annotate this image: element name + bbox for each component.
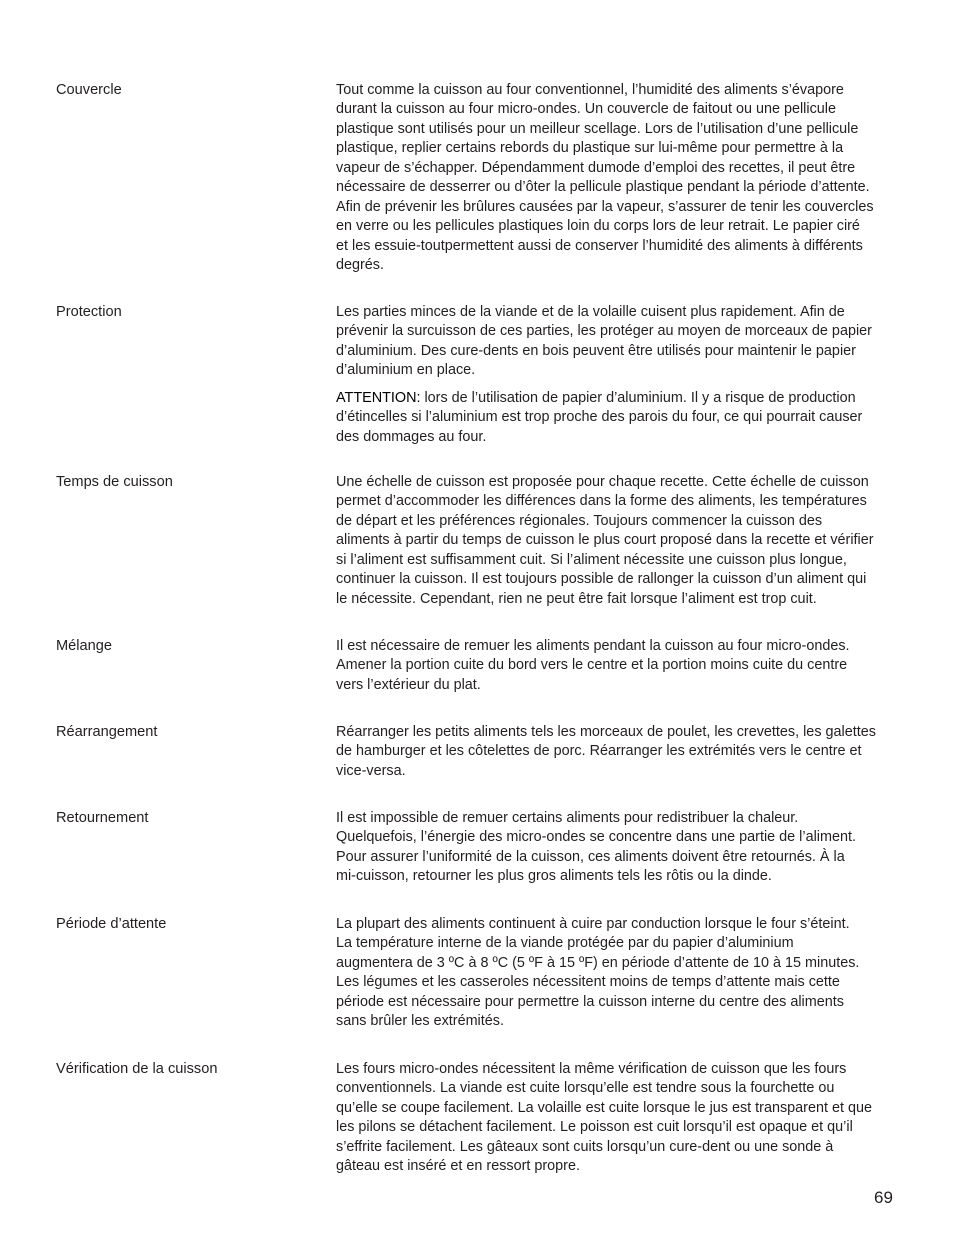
section-term: Réarrangement (56, 724, 158, 740)
section-body (336, 81, 902, 276)
paragraph (336, 303, 902, 381)
section-body (336, 303, 902, 447)
text-line: d’aluminium. Des cure-dents en bois peuvent être utilisés pour maintenir le papier (336, 342, 856, 359)
paragraph (336, 915, 902, 1032)
text-line: s’effrite facilement. Les gâteaux sont cuits lorsqu’un cure-dent ou une sonde à (336, 1138, 834, 1155)
text-line: Réarranger les petits aliments tels les morceaux de poulet, les crevettes, les galettes (336, 724, 876, 740)
section-body (336, 723, 902, 781)
text-line: Amener la portion cuite du bord vers le centre et la portion moins cuite du centre (336, 657, 848, 674)
text-line: d’aluminium en place. (336, 362, 476, 379)
text-line: aliments à partir du temps de cuisson le plus court proposé dans la recette et vérifier (336, 532, 874, 549)
text-line: Pour assurer l’uniformité de la cuisson, ces aliments doivent être retournés. À la (336, 848, 845, 865)
text-line: si l’aliment est suffisamment cuit. Si l’aliment nécessite une cuisson plus longue, (336, 551, 847, 568)
text-line: de hamburger et les côtelettes de porc. Réarranger les extrémités vers le centre et (336, 743, 862, 760)
paragraph (336, 81, 902, 276)
attention-label: ATTENTION: (336, 389, 421, 406)
section-body (336, 809, 902, 887)
text-line: Les fours micro-ondes nécessitent la même vérification de cuisson que les fours (336, 1061, 847, 1077)
paragraph (336, 809, 902, 887)
section-term: Retournement (56, 810, 149, 826)
section-body (336, 637, 902, 695)
text-line: mi-cuisson, retourner les plus gros aliments tels les rôtis ou la dinde. (336, 868, 772, 885)
text-line: le nécessite. Cependant, rien ne peut être fait lorsque l’aliment est trop cuit. (336, 590, 817, 607)
attention-paragraph (336, 389, 902, 447)
text-line: en verre ou les pellicules plastiques loin du corps lors de leur retrait. Le papier ciré (336, 218, 860, 235)
text-line: Les parties minces de la viande et de la volaille cuisent plus rapidement. Afin de (336, 304, 845, 320)
paragraph (336, 473, 902, 609)
text-line: sans brûler les extrémités. (336, 1013, 504, 1030)
text-line: augmentera de 3 ºC à 8 ºC (5 ºF à 15 ºF) en période d’attente de 10 à 15 minutes. (336, 954, 860, 971)
text-line: continuer la cuisson. Il est toujours possible de rallonger la cuisson d’un aliment qui (336, 571, 867, 588)
text-line: conventionnels. La viande est cuite lorsqu’elle est tendre sous la fourchette ou (336, 1080, 835, 1097)
text-line: vers l’extérieur du plat. (336, 676, 481, 693)
section-body (336, 1060, 902, 1177)
text-line: plastique, replier certains rebords du plastique sur lui-même pour permettre à la (336, 140, 844, 157)
text-line: Afin de prévenir les brûlures causées par la vapeur, s’assurer de tenir les couvercles (336, 198, 874, 215)
text-line: prévenir la surcuisson de ces parties, les protéger au moyen de morceaux de papier (336, 323, 872, 340)
section-term: Vérification de la cuisson (56, 1061, 218, 1077)
text-line: La plupart des aliments continuent à cuire par conduction lorsque le four s’éteint. (336, 916, 850, 932)
text-line: nécessaire de desserrer ou d’ôter la pellicule plastique pendant la période d’attente. (336, 179, 870, 196)
text-line: gâteau est inséré et en ressort propre. (336, 1158, 580, 1175)
paragraph (336, 637, 902, 695)
text-line: vapeur de s’échapper. Dépendamment dumode d’emploi des recettes, il peut être (336, 159, 856, 176)
text-line: et les essuie-toutpermettent aussi de conserver l’humidité des aliments à différents (336, 237, 863, 254)
attention-text: lors de l’utilisation de papier d’aluminium. Il y a risque de production (420, 389, 856, 406)
text-line: d’étincelles si l’aluminium est trop proche des parois du four, ce qui pourrait causer (336, 409, 863, 426)
section-term: Protection (56, 304, 122, 320)
section-term: Mélange (56, 638, 112, 654)
section-term: Période d’attente (56, 916, 167, 932)
section-term: Couvercle (56, 82, 122, 98)
text-line: Tout comme la cuisson au four conventionnel, l’humidité des aliments s’évapore (336, 82, 844, 98)
text-line: La température interne de la viande protégée par du papier d’aluminium (336, 935, 794, 952)
text-line: qu’elle se coupe facilement. La volaille est cuite lorsque le jus est transparent et que (336, 1099, 872, 1116)
text-line: de départ et les préférences régionales. Toujours commencer la cuisson des (336, 512, 823, 529)
text-line: vice-versa. (336, 762, 406, 779)
text-line: les pilons se détachent facilement. Le poisson est cuit lorsqu’il est opaque et qu’il (336, 1119, 853, 1136)
page-number: 69 (874, 1188, 893, 1207)
text-line: des dommages au four. (336, 428, 487, 445)
section-body (336, 473, 902, 609)
text-line: Il est impossible de remuer certains aliments pour redistribuer la chaleur. (336, 810, 799, 826)
text-line: Il est nécessaire de remuer les aliments pendant la cuisson au four micro-ondes. (336, 638, 850, 654)
text-line: Quelquefois, l’énergie des micro-ondes se concentre dans une partie de l’aliment. (336, 829, 856, 846)
text-line: permet d’accommoder les différences dans la forme des aliments, les températures (336, 493, 867, 510)
text-line: période est nécessaire pour permettre la cuisson interne du centre des aliments (336, 993, 844, 1010)
section-body (336, 915, 902, 1032)
text-line: Les légumes et les casseroles nécessitent moins de temps d’attente mais cette (336, 974, 840, 991)
text-line: Une échelle de cuisson est proposée pour chaque recette. Cette échelle de cuisson (336, 474, 869, 490)
text-line: plastique sont utilisés pour un meilleur scellage. Lors de l’utilisation d’une pellicule (336, 120, 859, 137)
text-line: durant la cuisson au four micro-ondes. Un couvercle de faitout ou une pellicule (336, 101, 836, 118)
text-line (336, 389, 902, 408)
section-term: Temps de cuisson (56, 474, 173, 490)
text-line: degrés. (336, 257, 384, 274)
paragraph (336, 1060, 902, 1177)
paragraph (336, 723, 902, 781)
